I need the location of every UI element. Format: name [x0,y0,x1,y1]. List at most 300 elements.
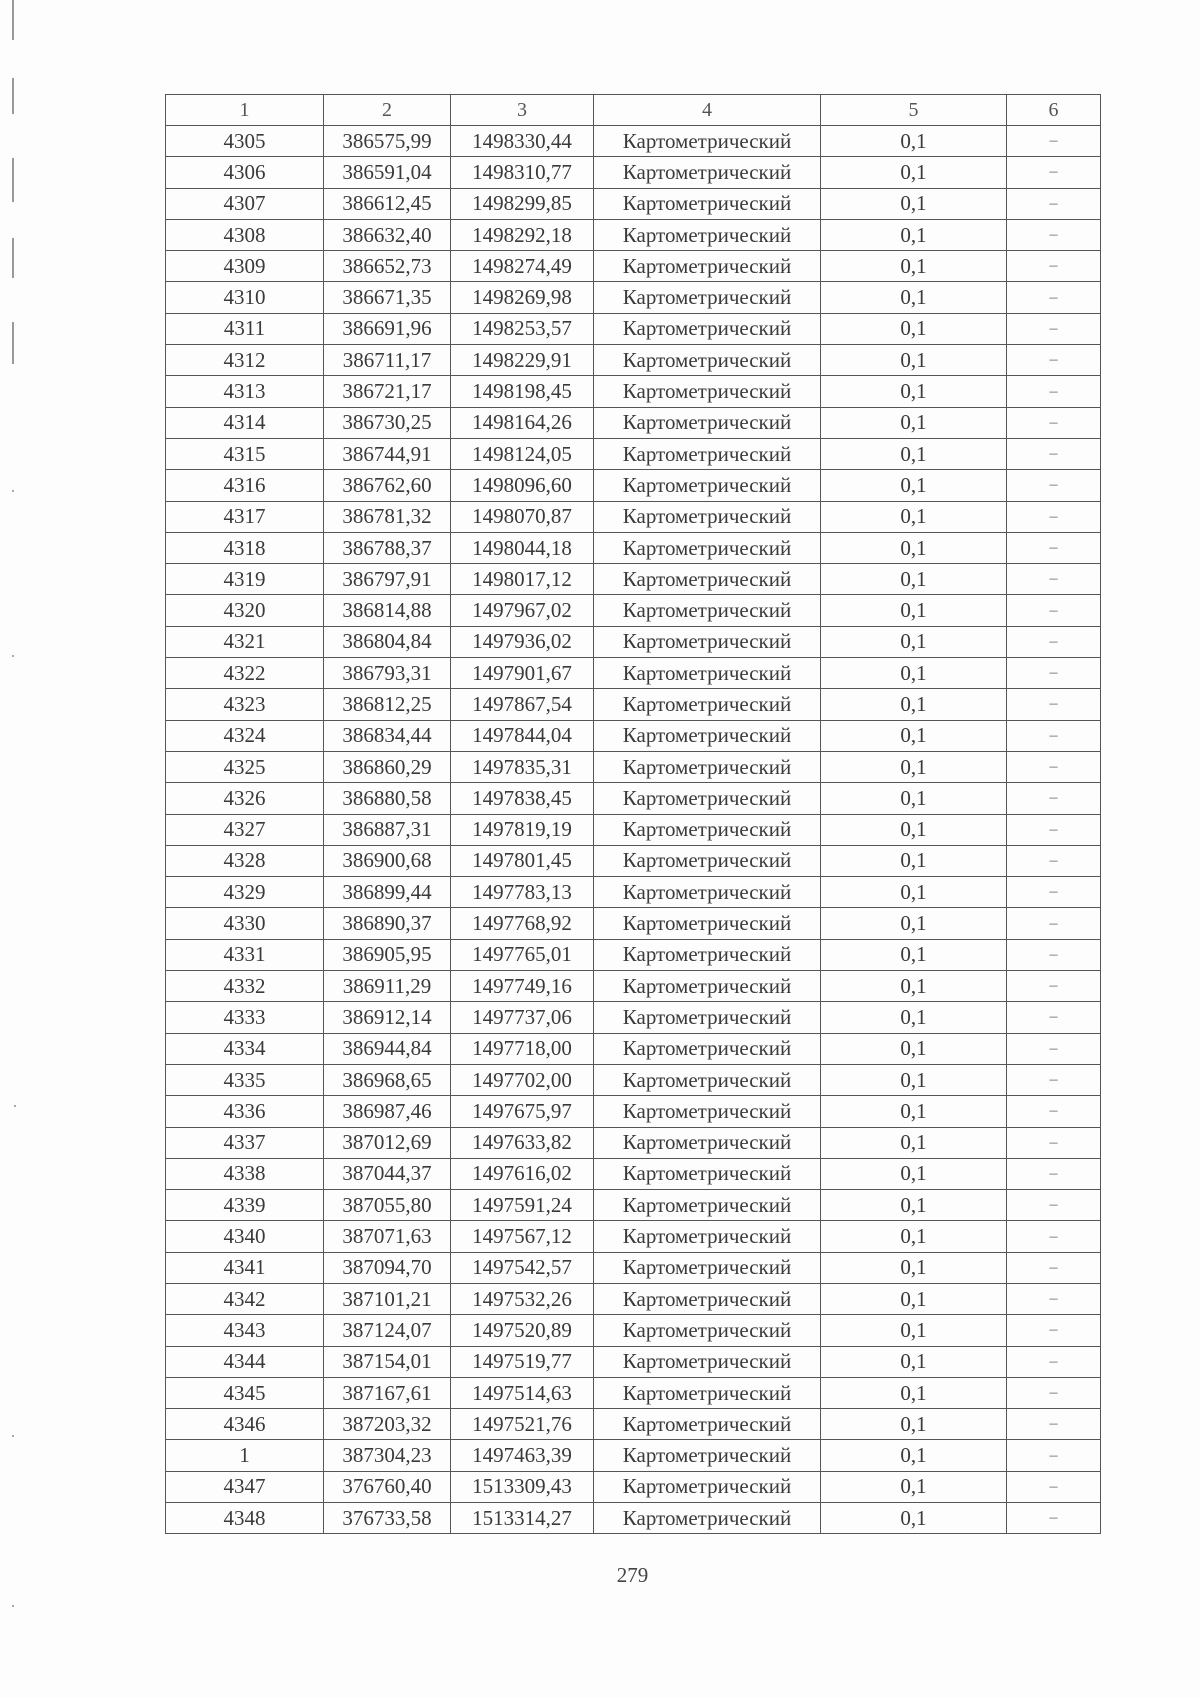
point-number-cell: 4319 [166,564,324,595]
point-number-cell: 4345 [166,1377,324,1408]
point-number-cell: 4325 [166,751,324,782]
accuracy-cell: 0,1 [821,376,1007,407]
table-row [166,1503,1101,1534]
method-cell: Картометрический [594,595,821,626]
y-coordinate-cell: 1497801,45 [451,845,594,876]
x-coordinate-cell: 387304,23 [324,1440,451,1471]
point-number-cell: 4309 [166,251,324,282]
x-coordinate-cell: 386793,31 [324,658,451,689]
accuracy-cell: 0,1 [821,783,1007,814]
accuracy-cell: 0,1 [821,313,1007,344]
y-coordinate-cell: 1497718,00 [451,1033,594,1064]
method-cell: Картометрический [594,783,821,814]
table-row [166,1346,1101,1377]
scan-mark [12,0,14,40]
accuracy-cell: 0,1 [821,1377,1007,1408]
description-cell: – [1007,658,1101,689]
y-coordinate-cell: 1497702,00 [451,1064,594,1095]
point-number-cell: 4305 [166,126,324,157]
description-cell: – [1007,470,1101,501]
accuracy-cell: 0,1 [821,407,1007,438]
table-row [166,532,1101,563]
description-cell: – [1007,1283,1101,1314]
point-number-cell: 4332 [166,971,324,1002]
point-number-cell: 4306 [166,157,324,188]
table-row [166,1127,1101,1158]
method-cell: Картометрический [594,1064,821,1095]
x-coordinate-cell: 386730,25 [324,407,451,438]
description-cell: – [1007,564,1101,595]
description-cell: – [1007,251,1101,282]
method-cell: Картометрический [594,1252,821,1283]
accuracy-cell: 0,1 [821,282,1007,313]
method-cell: Картометрический [594,313,821,344]
x-coordinate-cell: 387094,70 [324,1252,451,1283]
point-number-cell: 4315 [166,438,324,469]
x-coordinate-cell: 387044,37 [324,1158,451,1189]
point-number-cell: 4347 [166,1471,324,1502]
accuracy-cell: 0,1 [821,1096,1007,1127]
method-cell: Картометрический [594,1096,821,1127]
description-cell: – [1007,1002,1101,1033]
x-coordinate-cell: 386721,17 [324,376,451,407]
x-coordinate-cell: 387167,61 [324,1377,451,1408]
y-coordinate-cell: 1497838,45 [451,783,594,814]
x-coordinate-cell: 386900,68 [324,845,451,876]
point-number-cell: 4348 [166,1503,324,1534]
description-cell: – [1007,1252,1101,1283]
point-number-cell: 4324 [166,720,324,751]
y-coordinate-cell: 1497835,31 [451,751,594,782]
accuracy-cell: 0,1 [821,1471,1007,1502]
table-row [166,126,1101,157]
description-cell: – [1007,1471,1101,1502]
accuracy-cell: 0,1 [821,689,1007,720]
scan-mark [12,322,14,364]
point-number-cell: 4321 [166,626,324,657]
y-coordinate-cell: 1498044,18 [451,532,594,563]
method-cell: Картометрический [594,845,821,876]
accuracy-cell: 0,1 [821,1409,1007,1440]
method-cell: Картометрический [594,1315,821,1346]
x-coordinate-cell: 386744,91 [324,438,451,469]
accuracy-cell: 0,1 [821,908,1007,939]
y-coordinate-cell: 1498198,45 [451,376,594,407]
point-number-cell: 4329 [166,877,324,908]
point-number-cell: 4320 [166,595,324,626]
y-coordinate-cell: 1497616,02 [451,1158,594,1189]
table-row [166,219,1101,250]
method-cell: Картометрический [594,720,821,751]
description-cell: – [1007,1221,1101,1252]
table-row [166,658,1101,689]
table-row [166,877,1101,908]
coordinates-table [165,94,1101,1534]
method-cell: Картометрический [594,1158,821,1189]
description-cell: – [1007,877,1101,908]
table-row [166,751,1101,782]
method-cell: Картометрический [594,1283,821,1314]
method-cell: Картометрический [594,501,821,532]
y-coordinate-cell: 1498269,98 [451,282,594,313]
x-coordinate-cell: 387203,32 [324,1409,451,1440]
y-coordinate-cell: 1497633,82 [451,1127,594,1158]
method-cell: Картометрический [594,188,821,219]
description-cell: – [1007,282,1101,313]
column-header: 1 [166,95,324,126]
point-number-cell: 4344 [166,1346,324,1377]
column-header: 6 [1007,95,1101,126]
description-cell: – [1007,1346,1101,1377]
x-coordinate-cell: 386944,84 [324,1033,451,1064]
x-coordinate-cell: 386812,25 [324,689,451,720]
accuracy-cell: 0,1 [821,658,1007,689]
method-cell: Картометрический [594,1503,821,1534]
y-coordinate-cell: 1497783,13 [451,877,594,908]
table-row [166,783,1101,814]
y-coordinate-cell: 1498017,12 [451,564,594,595]
accuracy-cell: 0,1 [821,157,1007,188]
x-coordinate-cell: 387124,07 [324,1315,451,1346]
y-coordinate-cell: 1498330,44 [451,126,594,157]
accuracy-cell: 0,1 [821,877,1007,908]
table-row [166,1471,1101,1502]
point-number-cell: 4313 [166,376,324,407]
column-header: 5 [821,95,1007,126]
accuracy-cell: 0,1 [821,188,1007,219]
x-coordinate-cell: 386899,44 [324,877,451,908]
y-coordinate-cell: 1497567,12 [451,1221,594,1252]
point-number-cell: 4331 [166,939,324,970]
description-cell: – [1007,407,1101,438]
table-row [166,438,1101,469]
scan-dot [12,490,14,492]
method-cell: Картометрический [594,908,821,939]
description-cell: – [1007,908,1101,939]
x-coordinate-cell: 376733,58 [324,1503,451,1534]
accuracy-cell: 0,1 [821,532,1007,563]
accuracy-cell: 0,1 [821,1503,1007,1534]
point-number-cell: 4334 [166,1033,324,1064]
x-coordinate-cell: 386890,37 [324,908,451,939]
y-coordinate-cell: 1513309,43 [451,1471,594,1502]
scan-dot [12,655,14,657]
point-number-cell: 4340 [166,1221,324,1252]
point-number-cell: 4346 [166,1409,324,1440]
table-row [166,1409,1101,1440]
point-number-cell: 4311 [166,313,324,344]
description-cell: – [1007,1127,1101,1158]
point-number-cell: 4328 [166,845,324,876]
x-coordinate-cell: 386671,35 [324,282,451,313]
point-number-cell: 4338 [166,1158,324,1189]
y-coordinate-cell: 1497519,77 [451,1346,594,1377]
table-row [166,407,1101,438]
y-coordinate-cell: 1497844,04 [451,720,594,751]
method-cell: Картометрический [594,1377,821,1408]
accuracy-cell: 0,1 [821,1190,1007,1221]
table-row [166,1002,1101,1033]
description-cell: – [1007,595,1101,626]
x-coordinate-cell: 386691,96 [324,313,451,344]
description-cell: – [1007,313,1101,344]
y-coordinate-cell: 1497765,01 [451,939,594,970]
x-coordinate-cell: 376760,40 [324,1471,451,1502]
description-cell: – [1007,1503,1101,1534]
accuracy-cell: 0,1 [821,438,1007,469]
x-coordinate-cell: 386591,04 [324,157,451,188]
y-coordinate-cell: 1497819,19 [451,814,594,845]
description-cell: – [1007,751,1101,782]
y-coordinate-cell: 1498070,87 [451,501,594,532]
accuracy-cell: 0,1 [821,219,1007,250]
description-cell: – [1007,219,1101,250]
table-row [166,188,1101,219]
accuracy-cell: 0,1 [821,939,1007,970]
description-cell: – [1007,438,1101,469]
accuracy-cell: 0,1 [821,1440,1007,1471]
description-cell: – [1007,814,1101,845]
accuracy-cell: 0,1 [821,720,1007,751]
point-number-cell: 4335 [166,1064,324,1095]
accuracy-cell: 0,1 [821,564,1007,595]
method-cell: Картометрический [594,438,821,469]
x-coordinate-cell: 386575,99 [324,126,451,157]
y-coordinate-cell: 1498310,77 [451,157,594,188]
x-coordinate-cell: 386762,60 [324,470,451,501]
table-row [166,251,1101,282]
accuracy-cell: 0,1 [821,971,1007,1002]
table-row [166,501,1101,532]
table-row [166,595,1101,626]
accuracy-cell: 0,1 [821,251,1007,282]
table-body [166,95,1101,1534]
x-coordinate-cell: 386905,95 [324,939,451,970]
y-coordinate-cell: 1497542,57 [451,1252,594,1283]
table-row [166,908,1101,939]
method-cell: Картометрический [594,407,821,438]
description-cell: – [1007,1064,1101,1095]
description-cell: – [1007,532,1101,563]
table-header-row [166,95,1101,126]
y-coordinate-cell: 1497463,39 [451,1440,594,1471]
x-coordinate-cell: 386860,29 [324,751,451,782]
table-row [166,814,1101,845]
method-cell: Картометрический [594,1409,821,1440]
accuracy-cell: 0,1 [821,1158,1007,1189]
x-coordinate-cell: 386887,31 [324,814,451,845]
y-coordinate-cell: 1497737,06 [451,1002,594,1033]
method-cell: Картометрический [594,814,821,845]
table-row [166,376,1101,407]
accuracy-cell: 0,1 [821,1346,1007,1377]
description-cell: – [1007,501,1101,532]
accuracy-cell: 0,1 [821,1127,1007,1158]
point-number-cell: 4312 [166,345,324,376]
x-coordinate-cell: 387012,69 [324,1127,451,1158]
table-row [166,1440,1101,1471]
method-cell: Картометрический [594,1190,821,1221]
scan-mark [12,238,14,278]
description-cell: – [1007,626,1101,657]
method-cell: Картометрический [594,1346,821,1377]
accuracy-cell: 0,1 [821,751,1007,782]
accuracy-cell: 0,1 [821,1252,1007,1283]
accuracy-cell: 0,1 [821,1283,1007,1314]
accuracy-cell: 0,1 [821,1033,1007,1064]
y-coordinate-cell: 1497901,67 [451,658,594,689]
scan-mark [12,158,14,202]
y-coordinate-cell: 1498253,57 [451,313,594,344]
x-coordinate-cell: 387071,63 [324,1221,451,1252]
y-coordinate-cell: 1497749,16 [451,971,594,1002]
method-cell: Картометрический [594,626,821,657]
description-cell: – [1007,126,1101,157]
method-cell: Картометрический [594,157,821,188]
y-coordinate-cell: 1497967,02 [451,595,594,626]
method-cell: Картометрический [594,658,821,689]
y-coordinate-cell: 1497514,63 [451,1377,594,1408]
accuracy-cell: 0,1 [821,501,1007,532]
description-cell: – [1007,783,1101,814]
point-number-cell: 4342 [166,1283,324,1314]
method-cell: Картометрический [594,282,821,313]
y-coordinate-cell: 1513314,27 [451,1503,594,1534]
method-cell: Картометрический [594,470,821,501]
point-number-cell: 4339 [166,1190,324,1221]
page-number: 279 [616,1563,649,1587]
method-cell: Картометрический [594,1127,821,1158]
point-number-cell: 1 [166,1440,324,1471]
accuracy-cell: 0,1 [821,595,1007,626]
scan-dot [12,1435,14,1437]
table-row [166,1315,1101,1346]
description-cell: – [1007,845,1101,876]
x-coordinate-cell: 387055,80 [324,1190,451,1221]
table-row [166,157,1101,188]
accuracy-cell: 0,1 [821,126,1007,157]
table-row [166,1377,1101,1408]
x-coordinate-cell: 386797,91 [324,564,451,595]
y-coordinate-cell: 1498096,60 [451,470,594,501]
x-coordinate-cell: 386652,73 [324,251,451,282]
point-number-cell: 4322 [166,658,324,689]
method-cell: Картометрический [594,877,821,908]
method-cell: Картометрический [594,1033,821,1064]
description-cell: – [1007,188,1101,219]
description-cell: – [1007,1409,1101,1440]
y-coordinate-cell: 1498274,49 [451,251,594,282]
y-coordinate-cell: 1497520,89 [451,1315,594,1346]
description-cell: – [1007,939,1101,970]
table-row [166,1252,1101,1283]
table-row [166,939,1101,970]
y-coordinate-cell: 1498124,05 [451,438,594,469]
method-cell: Картометрический [594,971,821,1002]
method-cell: Картометрический [594,939,821,970]
description-cell: – [1007,1096,1101,1127]
scan-mark [12,78,14,114]
y-coordinate-cell: 1498292,18 [451,219,594,250]
accuracy-cell: 0,1 [821,1221,1007,1252]
point-number-cell: 4333 [166,1002,324,1033]
method-cell: Картометрический [594,1002,821,1033]
table-row [166,345,1101,376]
table-row [166,1064,1101,1095]
table-row [166,1221,1101,1252]
x-coordinate-cell: 386781,32 [324,501,451,532]
point-number-cell: 4323 [166,689,324,720]
description-cell: – [1007,1158,1101,1189]
point-number-cell: 4343 [166,1315,324,1346]
column-header: 2 [324,95,451,126]
method-cell: Картометрический [594,1221,821,1252]
y-coordinate-cell: 1498299,85 [451,188,594,219]
x-coordinate-cell: 386880,58 [324,783,451,814]
point-number-cell: 4326 [166,783,324,814]
table-row [166,564,1101,595]
x-coordinate-cell: 386911,29 [324,971,451,1002]
point-number-cell: 4314 [166,407,324,438]
point-number-cell: 4307 [166,188,324,219]
description-cell: – [1007,720,1101,751]
y-coordinate-cell: 1497591,24 [451,1190,594,1221]
table-row [166,845,1101,876]
table-row [166,1096,1101,1127]
point-number-cell: 4327 [166,814,324,845]
method-cell: Картометрический [594,345,821,376]
description-cell: – [1007,1377,1101,1408]
point-number-cell: 4308 [166,219,324,250]
table-row [166,626,1101,657]
description-cell: – [1007,1315,1101,1346]
table-row [166,313,1101,344]
x-coordinate-cell: 386987,46 [324,1096,451,1127]
accuracy-cell: 0,1 [821,845,1007,876]
description-cell: – [1007,157,1101,188]
table-row [166,1158,1101,1189]
accuracy-cell: 0,1 [821,626,1007,657]
y-coordinate-cell: 1498229,91 [451,345,594,376]
point-number-cell: 4316 [166,470,324,501]
method-cell: Картометрический [594,126,821,157]
y-coordinate-cell: 1497867,54 [451,689,594,720]
table-row [166,470,1101,501]
table-row [166,282,1101,313]
point-number-cell: 4317 [166,501,324,532]
description-cell: – [1007,1033,1101,1064]
method-cell: Картометрический [594,751,821,782]
scan-dot [14,1105,16,1107]
column-header: 3 [451,95,594,126]
accuracy-cell: 0,1 [821,1002,1007,1033]
table-row [166,720,1101,751]
accuracy-cell: 0,1 [821,1315,1007,1346]
description-cell: – [1007,971,1101,1002]
method-cell: Картометрический [594,564,821,595]
x-coordinate-cell: 386711,17 [324,345,451,376]
description-cell: – [1007,1190,1101,1221]
y-coordinate-cell: 1497532,26 [451,1283,594,1314]
x-coordinate-cell: 386788,37 [324,532,451,563]
x-coordinate-cell: 386804,84 [324,626,451,657]
method-cell: Картометрический [594,376,821,407]
method-cell: Картометрический [594,689,821,720]
table-row [166,1190,1101,1221]
y-coordinate-cell: 1497521,76 [451,1409,594,1440]
point-number-cell: 4318 [166,532,324,563]
point-number-cell: 4310 [166,282,324,313]
